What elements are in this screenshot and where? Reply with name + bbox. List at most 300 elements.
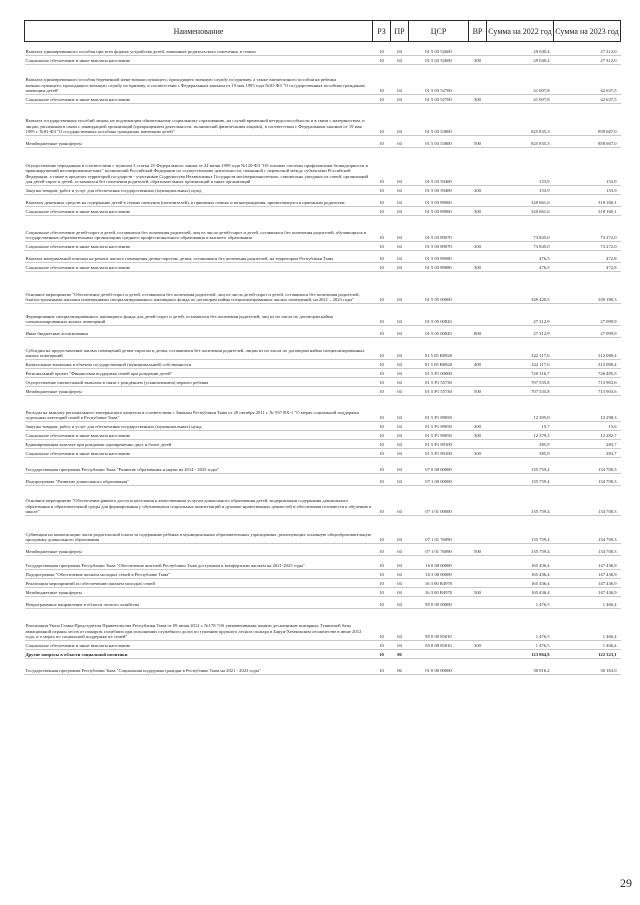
cell-sum-2022: 320 661,6: [487, 207, 554, 216]
cell-sum-2023: 318 160,1: [554, 207, 621, 216]
cell-sum-2023: 12 282,7: [554, 431, 621, 440]
cell-name: Выплата материальной помощи на ремонт жилого помещения детям-сиротам, детям, оставшимся без попечения родителей, на территории Республики Тыва: [25, 251, 373, 263]
cell-csr: 01 5 03 52600: [409, 42, 469, 56]
cell-sum-2022: 12 395,0: [487, 396, 554, 422]
cell-name: Осуществление ежемесячной выплаты в связи с рождением (усыновлением) первого ребенка: [25, 378, 373, 387]
table-row: [25, 641, 621, 650]
cell-name: Межбюджетные трансферты: [25, 588, 373, 597]
table-row: [25, 338, 621, 360]
cell-pr: 04: [391, 326, 409, 338]
cell-name: Выплата единовременного пособия при всех формах устройства детей, лишенных родительского попечения, в семью: [25, 42, 373, 56]
cell-pr: 04: [391, 338, 409, 360]
cell-vr: [469, 440, 487, 449]
cell-vr: [469, 474, 487, 486]
cell-rz: 10: [373, 431, 391, 440]
table-row: [25, 360, 621, 369]
header-sum-2022: Сумма на 2022 год: [487, 21, 554, 42]
cell-sum-2023: 283,7: [554, 449, 621, 458]
cell-vr: [469, 148, 487, 186]
cell-vr: [469, 486, 487, 516]
cell-pr: 04: [391, 195, 409, 207]
table-row: [25, 440, 621, 449]
cell-name: Социальное обеспечение и иные выплаты населению: [25, 263, 373, 272]
cell-sum-2022: 73 845,0: [487, 216, 554, 242]
cell-csr: 01 5 03 52600: [409, 56, 469, 65]
cell-sum-2023: 42 637,5: [554, 65, 621, 95]
cell-csr: 01 5 03 89080: [409, 263, 469, 272]
cell-rz: 10: [373, 641, 391, 650]
cell-csr: 01 5 P1 55730: [409, 378, 469, 387]
table-body: [25, 42, 621, 675]
cell-name: Государственная программа Республики Тыва "Обеспечение жителей Республики Тыва доступным и комфортным жильем на 2021-2025 годы": [25, 556, 373, 570]
cell-vr: [469, 579, 487, 588]
cell-rz: 10: [373, 579, 391, 588]
cell-name: Социальное обеспечение и иные выплаты населению: [25, 449, 373, 458]
budget-sheet: [24, 20, 620, 675]
table-row: [25, 272, 621, 304]
cell-sum-2023: 73 272,0: [554, 242, 621, 251]
budget-table: [24, 20, 621, 675]
cell-rz: 10: [373, 369, 391, 378]
cell-sum-2022: 12 379,3: [487, 431, 554, 440]
table-row: [25, 458, 621, 474]
cell-name: Иные бюджетные ассигнования: [25, 326, 373, 338]
cell-pr: 04: [391, 544, 409, 556]
cell-pr: 04: [391, 207, 409, 216]
cell-sum-2023: 153,9: [554, 186, 621, 195]
cell-sum-2023: 147 436,9: [554, 579, 621, 588]
cell-sum-2023: 472,8: [554, 251, 621, 263]
cell-csr: 01 5 03 89070: [409, 242, 469, 251]
cell-csr: 01 5 03 89070: [409, 216, 469, 242]
cell-vr: [469, 396, 487, 422]
cell-sum-2023: 27 312,0: [554, 42, 621, 56]
cell-rz: 10: [373, 474, 391, 486]
cell-vr: [469, 570, 487, 579]
cell-pr: 04: [391, 148, 409, 186]
cell-sum-2022: 825 835,3: [487, 104, 554, 136]
table-row: [25, 431, 621, 440]
cell-csr: 01 5 03 52700: [409, 65, 469, 95]
cell-sum-2022: 123 864,8: [487, 650, 554, 659]
cell-sum-2022: 165 436,4: [487, 556, 554, 570]
cell-csr: 01 5 P1 55730: [409, 387, 469, 396]
cell-pr: 04: [391, 556, 409, 570]
table-row: [25, 195, 621, 207]
cell-sum-2023: 1 466,4: [554, 597, 621, 609]
cell-sum-2023: 30 163,0: [554, 659, 621, 675]
cell-rz: 10: [373, 56, 391, 65]
cell-csr: 16 3 00 00000: [409, 570, 469, 579]
cell-name: Региональный проект "Финансовая поддержка семей при рождении детей": [25, 369, 373, 378]
cell-rz: 10: [373, 458, 391, 474]
table-row: [25, 56, 621, 65]
cell-name: Реализация мероприятий по обеспечению жильем молодых семей: [25, 579, 373, 588]
cell-rz: 10: [373, 387, 391, 396]
cell-sum-2022: 385,9: [487, 440, 554, 449]
cell-vr: [469, 516, 487, 544]
cell-csr: 16 3 00 R4970: [409, 579, 469, 588]
cell-sum-2022: 135 759,4: [487, 544, 554, 556]
cell-vr: [469, 659, 487, 675]
cell-vr: [469, 650, 487, 659]
cell-rz: 10: [373, 597, 391, 609]
cell-name: Социальное обеспечение детей-сирот и детей, оставшихся без попечения родителей, лиц из числа детей-сирот и детей, оставшихся без попечения родителей, обучающихся в государственных образовательных организациях среднего профессионального образования и высшего образования: [25, 216, 373, 242]
cell-pr: 04: [391, 272, 409, 304]
cell-pr: 04: [391, 369, 409, 378]
cell-rz: 10: [373, 650, 391, 659]
header-sum-2023: Сумма на 2023 год: [554, 21, 621, 42]
cell-vr: [469, 369, 487, 378]
cell-pr: 04: [391, 65, 409, 95]
cell-pr: 04: [391, 431, 409, 440]
cell-rz: 10: [373, 195, 391, 207]
cell-sum-2022: 476,5: [487, 251, 554, 263]
cell-sum-2022: 135 759,4: [487, 486, 554, 516]
table-row: [25, 422, 621, 431]
cell-pr: 04: [391, 486, 409, 516]
cell-pr: 04: [391, 216, 409, 242]
table-row: [25, 369, 621, 378]
cell-sum-2023: 318 160,1: [554, 195, 621, 207]
cell-pr: 04: [391, 304, 409, 326]
cell-sum-2022: 29 040,4: [487, 42, 554, 56]
cell-sum-2022: 1 476,5: [487, 641, 554, 650]
cell-rz: 10: [373, 95, 391, 104]
table-header: [25, 21, 621, 42]
cell-csr: 01 5 05 R0820: [409, 338, 469, 360]
cell-pr: 04: [391, 104, 409, 136]
cell-name: Социальное обеспечение и иные выплаты населению: [25, 242, 373, 251]
table-row: [25, 609, 621, 641]
cell-sum-2023: 147 436,9: [554, 570, 621, 579]
cell-rz: 10: [373, 378, 391, 387]
cell-name: Выплата государственных пособий лицам, не подлежащим обязательному социальному страхованию, на случай временной нетрудоспособности и в связи с материнством, и лицам, уволенным в связи с ликвидацией организаций (прекращением деятельности, полномочий физическими лицами), в соответствии с Федеральным законом от 19 мая 1995 г. №81-ФЗ "О государственных пособиях гражданам, имеющим детей": [25, 104, 373, 136]
cell-csr: 07 1 01 76090: [409, 516, 469, 544]
cell-csr: 07 1 00 00000: [409, 474, 469, 486]
cell-rz: 10: [373, 338, 391, 360]
cell-sum-2023: 27 312,0: [554, 56, 621, 65]
cell-vr: [469, 304, 487, 326]
table-row: [25, 136, 621, 148]
cell-vr: [469, 378, 487, 387]
cell-vr: 200: [469, 422, 487, 431]
cell-csr: 01 5 03 89060: [409, 195, 469, 207]
cell-rz: 10: [373, 544, 391, 556]
cell-vr: 300: [469, 242, 487, 251]
cell-rz: 10: [373, 148, 391, 186]
cell-csr: 01 5 05 00820: [409, 304, 469, 326]
cell-rz: 10: [373, 216, 391, 242]
cell-csr: 01 5 03 52700: [409, 95, 469, 104]
cell-pr: 04: [391, 474, 409, 486]
page-number: 29: [620, 876, 632, 890]
cell-csr: 01 5 03 53800: [409, 104, 469, 136]
table-row: [25, 304, 621, 326]
cell-sum-2022: 165 436,4: [487, 579, 554, 588]
table-row: [25, 579, 621, 588]
cell-name: Осуществление переданных в соответствии с пунктом 3 статьи 25 Федерального закона от 24 июня 1999 года №120-ФЗ "Об основах системы профилактики безнадзорности и правонарушений несовершеннолетних" полномочий Российской Федерации по осуществлению деятельности, связанной с перевозкой между субъектами Российской Федерации, а также в пределах территорий государств - участников Содружества Независимых Государств несовершеннолетних, самовольно ушедших из семей, организаций для детей-сирот и детей, оставшихся без попечения родителей, образовательных организаций и иных организаций: [25, 148, 373, 186]
table-row: [25, 650, 621, 659]
cell-sum-2023: 134 700,3: [554, 474, 621, 486]
cell-pr: 04: [391, 597, 409, 609]
table-row: [25, 378, 621, 387]
table-row: [25, 570, 621, 579]
cell-name: Подпрограмма "Развитие дошкольного образования": [25, 474, 373, 486]
cell-name: Основное мероприятие "Обеспечение детей-сирот и детей, оставшихся без попечения родителей, лиц из числа детей-сирот и детей, оставшихся без попечения родителей, благоустроенными жилыми помещениями специализированного жилищного фонда по договорам найма специализированных жилых помещений, на 2021 – 2023 годы": [25, 272, 373, 304]
table-row: [25, 396, 621, 422]
cell-sum-2022: 135 759,4: [487, 458, 554, 474]
cell-csr: 01 5 05 R0820: [409, 360, 469, 369]
cell-pr: 04: [391, 186, 409, 195]
table-row: [25, 186, 621, 195]
table-row: [25, 251, 621, 263]
cell-csr: 01 5 P1 89050: [409, 431, 469, 440]
cell-csr: 01 5 P1 89050: [409, 396, 469, 422]
cell-rz: 10: [373, 242, 391, 251]
header-vr: ВР: [469, 21, 487, 42]
cell-name: Формирование специализированного жилищного фонда для детей-сирот и детей, оставшихся без попечения родителей, лиц из их числа по договорам найма специализированных жилых помещений: [25, 304, 373, 326]
cell-name: Межбюджетные трансферты: [25, 544, 373, 556]
cell-csr: 01 5 03 59400: [409, 186, 469, 195]
cell-name: Выплата единовременного пособия беременной жене военнослужащего, проходящего военную службу по призыву, а также ежемесячного пособия на ребенка военнослужащего, проходящего военную службу по призыву, в соответствии с Федеральным законом от 19 мая 1995 года №81-ФЗ "О государственных пособиях гражданам, имеющим детей": [25, 65, 373, 95]
cell-csr: 16 0 00 00000: [409, 556, 469, 570]
cell-csr: 16 3 00 R4970: [409, 588, 469, 597]
table-row: [25, 474, 621, 486]
table-row: [25, 387, 621, 396]
cell-name: Государственная программа Республики Тыва "Социальная поддержка граждан в Республике Тыва на 2021 - 2023 годы": [25, 659, 373, 675]
cell-vr: 300: [469, 641, 487, 650]
cell-csr: 01 0 00 00000: [409, 659, 469, 675]
cell-rz: 10: [373, 272, 391, 304]
cell-rz: 10: [373, 449, 391, 458]
cell-rz: 10: [373, 207, 391, 216]
cell-sum-2022: 41 007,8: [487, 65, 554, 95]
cell-rz: 10: [373, 65, 391, 95]
cell-pr: 04: [391, 42, 409, 56]
cell-vr: 500: [469, 588, 487, 597]
cell-name: Закупка товаров, работ и услуг для обеспечения государственных (муниципальных) нужд: [25, 422, 373, 431]
cell-vr: 500: [469, 136, 487, 148]
cell-pr: 04: [391, 516, 409, 544]
cell-vr: 400: [469, 360, 487, 369]
cell-vr: [469, 251, 487, 263]
cell-name: Субвенции на компенсацию части родительской платы за содержание ребенка в муниципальных образовательных учреждениях, реализующих основную общеобразовательную программу дошкольного образования: [25, 516, 373, 544]
cell-name: Социальное обеспечение и иные выплаты населению: [25, 431, 373, 440]
cell-sum-2022: 153,9: [487, 186, 554, 195]
cell-sum-2022: 707 535,8: [487, 387, 554, 396]
cell-pr: 04: [391, 95, 409, 104]
cell-sum-2023: 42 637,5: [554, 95, 621, 104]
cell-csr: 01 5 05 00820: [409, 326, 469, 338]
cell-sum-2023: 27 099,9: [554, 326, 621, 338]
table-row: [25, 242, 621, 251]
cell-sum-2023: 713 903,6: [554, 378, 621, 387]
cell-pr: 04: [391, 641, 409, 650]
cell-vr: [469, 338, 487, 360]
cell-vr: 300: [469, 449, 487, 458]
cell-rz: 10: [373, 516, 391, 544]
cell-sum-2022: 27 312,9: [487, 304, 554, 326]
cell-csr: 01 5 03 59400: [409, 148, 469, 186]
cell-pr: 04: [391, 458, 409, 474]
cell-pr: 06: [391, 659, 409, 675]
cell-csr: 01 5 03 53800: [409, 136, 469, 148]
cell-pr: 04: [391, 396, 409, 422]
table-row: [25, 104, 621, 136]
cell-rz: 10: [373, 556, 391, 570]
cell-rz: 10: [373, 251, 391, 263]
cell-sum-2022: 1 476,5: [487, 597, 554, 609]
cell-rz: 10: [373, 486, 391, 516]
cell-csr: 01 5 05 00000: [409, 272, 469, 304]
cell-pr: 06: [391, 650, 409, 659]
cell-name: Межбюджетные трансферты: [25, 387, 373, 396]
cell-pr: 04: [391, 136, 409, 148]
table-row: [25, 42, 621, 56]
cell-name: Основное мероприятие "Обеспечение равного доступа населения к качественным услугам дошкольного образования детей, модернизация содержания дошкольного образования и образовательной среды для формирования у обучающихся социальных компетенций и духовно-нравственных ценностей и обеспечения готовности к обучению в школе": [25, 486, 373, 516]
table-row: [25, 588, 621, 597]
cell-vr: [469, 458, 487, 474]
cell-sum-2022: 15,7: [487, 422, 554, 431]
cell-sum-2023: 73 272,0: [554, 216, 621, 242]
cell-vr: [469, 42, 487, 56]
cell-sum-2022: 153,9: [487, 148, 554, 186]
header-pr: ПР: [391, 21, 409, 42]
cell-sum-2022: 27 312,9: [487, 326, 554, 338]
cell-vr: [469, 272, 487, 304]
cell-rz: 10: [373, 42, 391, 56]
cell-sum-2022: 707 535,8: [487, 378, 554, 387]
cell-pr: 04: [391, 56, 409, 65]
cell-sum-2023: 1 466,4: [554, 609, 621, 641]
cell-name: Другие вопросы в области социальной политики: [25, 650, 373, 659]
cell-vr: [469, 216, 487, 242]
header-csr: ЦСР: [409, 21, 469, 42]
cell-pr: 04: [391, 588, 409, 597]
cell-sum-2022: 322 117,6: [487, 338, 554, 360]
cell-sum-2023: 153,9: [554, 148, 621, 186]
cell-name: Расходы на выплату регионального материнского капитала в соответствии с Законом Республики Тыва от 28 октября 2011 г. № 937 ВХ-1 "О мерах социальной поддержки отдельных категорий семей в Республике Тыва": [25, 396, 373, 422]
cell-name: Межбюджетные трансферты: [25, 136, 373, 148]
table-row: [25, 95, 621, 104]
table-row: [25, 544, 621, 556]
cell-csr: 01 5 P1 89100: [409, 440, 469, 449]
cell-rz: 10: [373, 326, 391, 338]
cell-pr: 04: [391, 422, 409, 431]
cell-vr: [469, 556, 487, 570]
cell-csr: 07 0 00 00000: [409, 458, 469, 474]
cell-csr: 07 1 01 00000: [409, 486, 469, 516]
cell-name: Выплаты денежных средств на содержание детей в семьях опекунов (попечителей), в приемных семьях и вознаграждения, причитающегося приемным родителям: [25, 195, 373, 207]
cell-sum-2022: 135 759,4: [487, 516, 554, 544]
cell-sum-2023: 472,8: [554, 263, 621, 272]
cell-csr: 85 0 00 85010: [409, 641, 469, 650]
cell-pr: 04: [391, 378, 409, 387]
cell-sum-2023: 1 466,4: [554, 641, 621, 650]
cell-sum-2022: 165 436,4: [487, 570, 554, 579]
cell-rz: 10: [373, 136, 391, 148]
cell-rz: 10: [373, 360, 391, 369]
cell-sum-2023: 134 700,3: [554, 486, 621, 516]
cell-pr: 04: [391, 440, 409, 449]
cell-pr: 04: [391, 579, 409, 588]
cell-csr: 85 0 00 85010: [409, 609, 469, 641]
cell-vr: 300: [469, 207, 487, 216]
cell-sum-2022: 29 040,4: [487, 56, 554, 65]
cell-sum-2022: 30 916,2: [487, 659, 554, 675]
cell-sum-2023: 134 700,3: [554, 516, 621, 544]
cell-vr: [469, 65, 487, 95]
cell-name: Подпрограмма "Обеспечение жильем молодых семей в Республике Тыва": [25, 570, 373, 579]
cell-rz: 10: [373, 440, 391, 449]
cell-rz: 10: [373, 422, 391, 431]
cell-sum-2023: 122 323,1: [554, 650, 621, 659]
cell-sum-2022: 165 436,4: [487, 588, 554, 597]
cell-vr: [469, 609, 487, 641]
cell-rz: 10: [373, 396, 391, 422]
cell-rz: 10: [373, 609, 391, 641]
header-name: Наименование: [25, 21, 373, 42]
cell-csr: 01 5 P1 89050: [409, 422, 469, 431]
cell-csr: 01 5 03 89060: [409, 207, 469, 216]
cell-sum-2023: 147 436,9: [554, 588, 621, 597]
cell-name: Социальное обеспечение и иные выплаты населению: [25, 207, 373, 216]
cell-csr: [409, 650, 469, 659]
cell-sum-2023: 713 903,6: [554, 387, 621, 396]
cell-sum-2022: 1 476,5: [487, 609, 554, 641]
cell-vr: 300: [469, 95, 487, 104]
cell-rz: 10: [373, 588, 391, 597]
cell-pr: 04: [391, 251, 409, 263]
table-row: [25, 486, 621, 516]
header-rz: РЗ: [373, 21, 391, 42]
cell-sum-2023: 147 436,9: [554, 556, 621, 570]
cell-name: Социальное обеспечение и иные выплаты населению: [25, 56, 373, 65]
cell-rz: 10: [373, 659, 391, 675]
cell-csr: 01 5 03 89080: [409, 251, 469, 263]
cell-vr: 300: [469, 263, 487, 272]
cell-sum-2022: 73 845,0: [487, 242, 554, 251]
cell-rz: 10: [373, 186, 391, 195]
table-row: [25, 597, 621, 609]
cell-pr: 04: [391, 387, 409, 396]
cell-name: Единовременная выплата при рождении одновременно двух и более детей: [25, 440, 373, 449]
table-row: [25, 263, 621, 272]
cell-vr: [469, 597, 487, 609]
cell-sum-2023: 858 667,0: [554, 104, 621, 136]
cell-name: Закупка товаров, работ и услуг для обеспечения государственных (муниципальных) нужд: [25, 186, 373, 195]
cell-sum-2023: 312 080,4: [554, 338, 621, 360]
table-row: [25, 326, 621, 338]
cell-rz: 10: [373, 104, 391, 136]
cell-vr: 500: [469, 544, 487, 556]
table-row: [25, 65, 621, 95]
cell-rz: 10: [373, 304, 391, 326]
table-row: [25, 207, 621, 216]
table-row: [25, 216, 621, 242]
cell-name: Субсидии на предоставление жилых помещений детям-сиротам и детям, оставшимся без попечения родителей, лицам из их числа по договорам найма специализированных жилых помещений: [25, 338, 373, 360]
cell-sum-2022: 322 117,6: [487, 360, 554, 369]
cell-sum-2022: 825 835,3: [487, 136, 554, 148]
cell-rz: 10: [373, 263, 391, 272]
cell-name: Социальное обеспечение и иные выплаты населению: [25, 95, 373, 104]
cell-sum-2023: 858 667,0: [554, 136, 621, 148]
cell-name: Реализация Указа Главы-Председателя Правительства Республики Тыва от 09 июня 2012 г. №178 "Об увековечивании памяти десантников-пожарных Тувинской базы авиационной охраны лесов от пожаров, погибших при исполнении служебного долга по тушению крупного лесного пожара в Барун-Хемчикском лесничестве в июне 2012 года, и о мерах по социальной поддержке их семей": [25, 609, 373, 641]
cell-pr: 04: [391, 360, 409, 369]
cell-sum-2022: 349 420,5: [487, 272, 554, 304]
table-row: [25, 449, 621, 458]
